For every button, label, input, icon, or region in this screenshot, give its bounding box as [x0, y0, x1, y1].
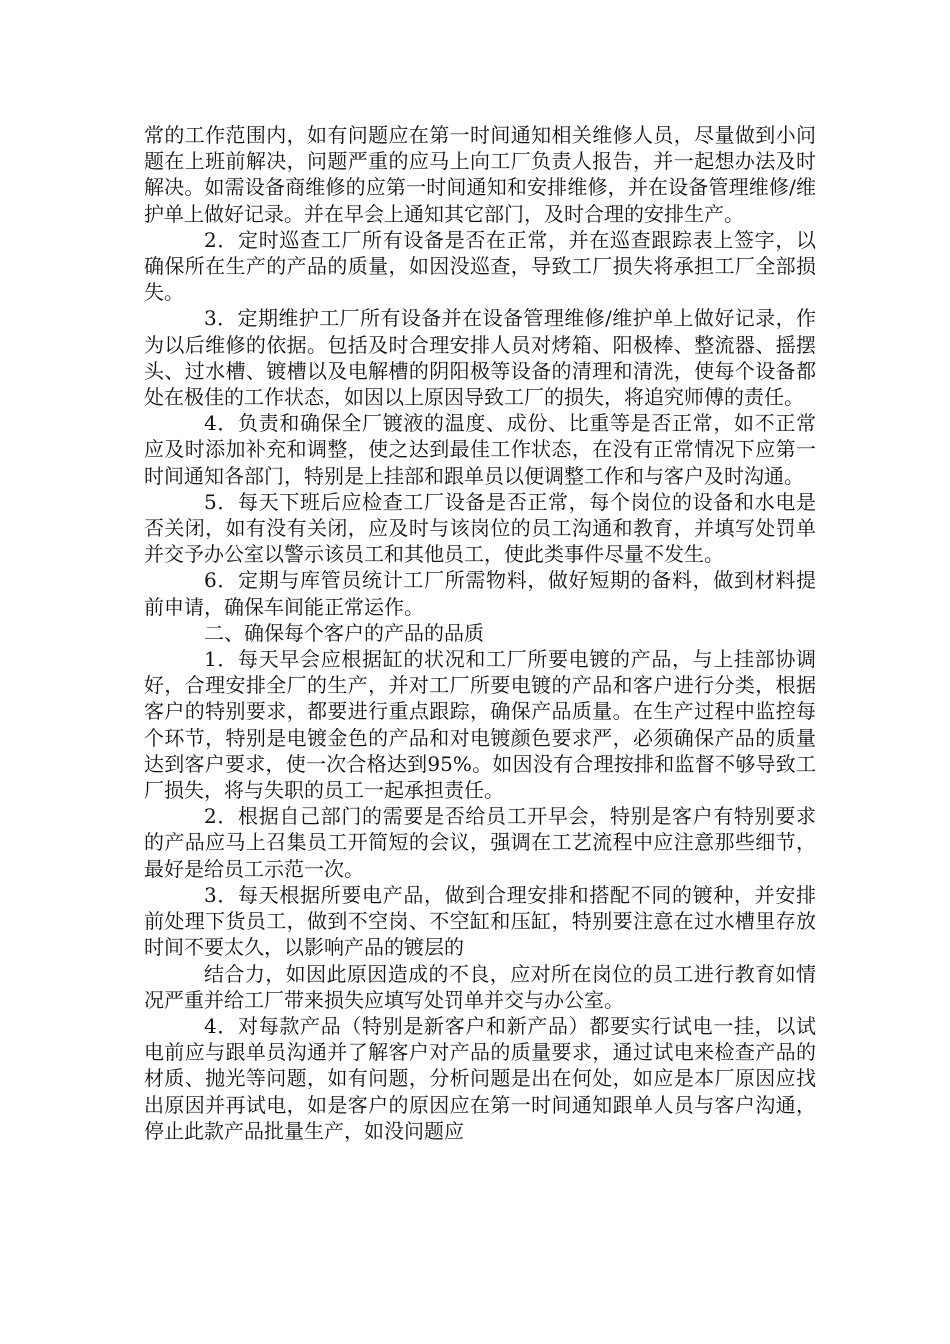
- paragraph-4: 4．负责和确保全厂镀液的温度、成份、比重等是否正常，如不正常应及时添加补充和调整，使之达到最佳工作状态，在没有正常情况下应第一时间通知各部门，特别是上挂部和跟单员以便调整工作和与客户及时沟通。: [144, 411, 816, 488]
- section-heading: 二、确保每个客户的产品的品质: [204, 620, 484, 645]
- paragraph-3: 3．定期维护工厂所有设备并在设备管理维修/维护单上做好记录，作为以后维修的依据。包括及时合理安排人员对烤箱、阳极棒、整流器、摇摆头、过水槽、镀槽以及电解槽的阴阳极等设备的清理和清洗，使每个设备都处在极佳的工作状态，如因以上原因导致工厂的损失，将追究师傅的责任。: [144, 306, 816, 410]
- paragraph-9: 3．每天根据所要电产品，做到合理安排和搭配不同的镀种，并安排前处理下货员工，做到不空岗、不空缸和压缸，特别要注意在过水槽里存放时间不要太久，以影响产品的镀层的: [144, 882, 816, 960]
- paragraph-10: 结合力，如因此原因造成的不良，应对所在岗位的员工进行教育如情况严重并给工厂带来损失应填写处罚单并交与办公室。: [144, 961, 816, 1012]
- document-body: [144, 122, 816, 1144]
- paragraph-1: 常的工作范围内，如有问题应在第一时间通知相关维修人员，尽量做到小问题在上班前解决，问题严重的应马上向工厂负责人报告，并一起想办法及时解决。如需设备商维修的应第一时间通知和安排维修，并在设备管理维修/维护单上做好记录。并在早会上通知其它部门，及时合理的安排生产。: [144, 123, 816, 226]
- paragraph-8: 2．根据自己部门的需要是否给员工开早会，特别是客户有特别要求的产品应马上召集员工开简短的会议，强调在工艺流程中应注意那些细节，最好是给员工示范一次。: [144, 804, 816, 881]
- paragraph-5: 5．每天下班后应检查工厂设备是否正常，每个岗位的设备和水电是否关闭，如有没有关闭，应及时与该岗位的员工沟通和教育，并填写处罚单并交予办公室以警示该员工和其他员工，使此类事件尽量不发生。: [144, 489, 816, 567]
- paragraph-2: 2．定时巡查工厂所有设备是否在正常，并在巡查跟踪表上签字，以确保所在生产的产品的质量，如因没巡查，导致工厂损失将承担工厂全部损失。: [144, 227, 816, 305]
- paragraph-7: 1．每天早会应根据缸的状况和工厂所要电镀的产品，与上挂部协调好，合理安排全厂的生产，并对工厂所要电镀的产品和客户进行分类，根据客户的特别要求，都要进行重点跟踪，确保产品质量。在生产过程中监控每个环节，特别是电镀金色的产品和对电镀颜色要求严，必须确保产品的质量达到客户要求，使一次合格达到95%。如因没有合理按排和监督不够导致工厂损失，将与失职的员工一起承担责任。: [144, 647, 816, 803]
- paragraph-11: 4．对每款产品（特别是新客户和新产品）都要实行试电一挂，以试电前应与跟单员沟通并了解客户对产品的质量要求，通过试电来检查产品的材质、抛光等问题，如有问题，分析问题是出在何处，如应是本厂原因应找出原因并再试电，如是客户的原因应在第一时间通知跟单人员与客户沟通，停止此款产品批量生产，如没问题应: [144, 1013, 816, 1143]
- paragraph-6: 6．定期与库管员统计工厂所需物料，做好短期的备料，做到材料提前申请，确保车间能正常运作。: [144, 568, 816, 619]
